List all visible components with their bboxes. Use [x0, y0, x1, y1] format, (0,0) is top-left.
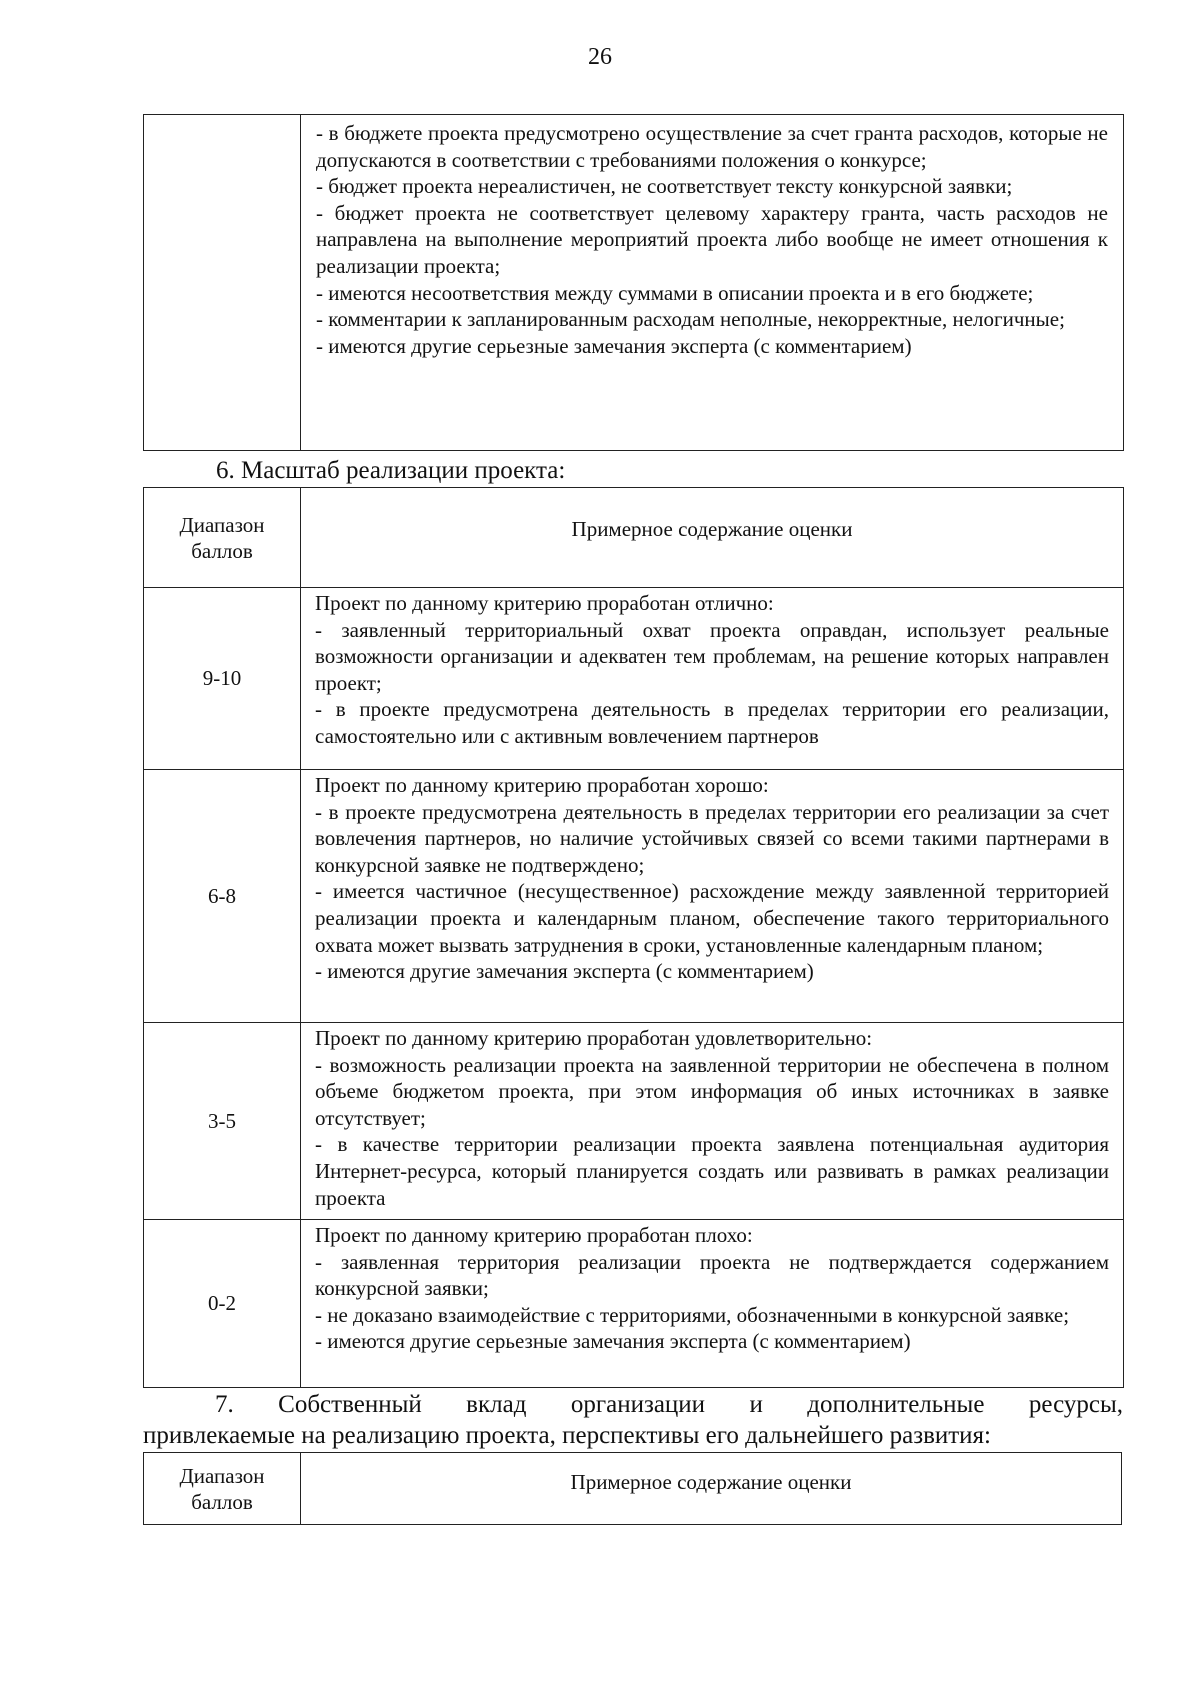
header-range: Диапазон баллов [144, 488, 301, 588]
list-item: Проект по данному критерию проработан хорошо: [315, 773, 769, 797]
list-item: Проект по данному критерию проработан плохо: [315, 1223, 753, 1247]
list-item: - имеется частичное (несущественное) расхождение между заявленной территорией реализации проекта и календарным планом, обеспечение такого территориального охвата может вызвать затруднения в сроки, установленные календарным планом; [315, 879, 1109, 957]
table-row [144, 588, 1124, 770]
list-item: - в проекте предусмотрена деятельность в пределах территории его реализации за счет вовлечения партнеров, но наличие устойчивых связей со всеми такими партнерами в конкурсной заявке не подтверждено; [315, 799, 1109, 877]
score-range: 6-8 [144, 770, 301, 1023]
description-cell [301, 1220, 1124, 1388]
description-text [315, 1222, 1109, 1355]
score-range: 0-2 [144, 1220, 301, 1388]
list-item: - имеются другие серьезные замечания эксперта (с комментарием) [315, 1329, 911, 1354]
list-item: - имеются несоответствия между суммами в описании проекта и в его бюджете; [316, 280, 1034, 305]
section-7-heading-line-1: 7. Собственный вклад организации и дополнительные ресурсы, [215, 1391, 1123, 1418]
table-header-row [144, 1453, 1122, 1525]
description-cell [301, 588, 1124, 770]
list-item: - комментарии к запланированным расходам неполные, некорректные, нелогичные; [316, 307, 1065, 332]
list-item: - бюджет проекта не соответствует целевому характеру гранта, часть расходов не направлена на выполнение мероприятий проекта либо вообще не имеет отношения к реализации проекта; [316, 200, 1108, 278]
list-item: - бюджет проекта нереалистичен, не соответствует тексту конкурсной заявки; [316, 174, 1013, 199]
table-section-6 [143, 487, 1124, 1388]
page-number: 26 [588, 44, 612, 70]
description-cell [301, 1023, 1124, 1220]
table-row [144, 770, 1124, 1023]
section-7-heading-line-2: привлекаемые на реализацию проекта, перспективы его дальнейшего развития: [143, 1422, 991, 1449]
section-7-heading [143, 1389, 1123, 1451]
header-content: Примерное содержание оценки [301, 488, 1124, 588]
list-item: - возможность реализации проекта на заявленной территории не обеспечена в полном объеме бюджетом проекта, при этом информация об иных источниках в заявке отсутствует; [315, 1052, 1109, 1130]
description-text [315, 1025, 1109, 1211]
header-content: Примерное содержание оценки [301, 1453, 1122, 1525]
list-item: Проект по данному критерию проработан отлично: [315, 591, 774, 615]
section-6-heading: 6. Масштаб реализации проекта: [216, 457, 566, 484]
list-item: - имеются другие замечания эксперта (с комментарием) [315, 959, 814, 984]
list-item: - заявленная территория реализации проекта не подтверждается содержанием конкурсной заявки; [315, 1249, 1109, 1301]
empty-range-cell [144, 115, 301, 451]
table-row [144, 1220, 1124, 1388]
table-section-7 [143, 1452, 1122, 1525]
header-range: Диапазон баллов [144, 1453, 301, 1525]
list-item: - заявленный территориальный охват проекта оправдан, использует реальные возможности организации и адекватен тем проблемам, на решение которых направлен проект; [315, 617, 1109, 695]
description-text [315, 590, 1109, 750]
table-header-row [144, 488, 1124, 588]
table-row [144, 115, 1124, 451]
list-item: - в качестве территории реализации проекта заявлена потенциальная аудитория Интернет-ресурса, который планируется создать или развивать в рамках реализации проекта [315, 1132, 1109, 1210]
list-item: - в бюджете проекта предусмотрено осуществление за счет гранта расходов, которые не допускаются в соответствии с требованиями положения о конкурсе; [316, 121, 1108, 172]
score-range: 3-5 [144, 1023, 301, 1220]
list-item: - в проекте предусмотрена деятельность в пределах территории его реализации, самостоятельно или с активным вовлечением партнеров [315, 697, 1109, 748]
list-item: - не доказано взаимодействие с территориями, обозначенными в конкурсной заявке; [315, 1302, 1070, 1327]
description-cell [301, 770, 1124, 1023]
table-row [144, 1023, 1124, 1220]
criteria-cell [301, 115, 1124, 451]
description-text [315, 772, 1109, 985]
list-item: Проект по данному критерию проработан удовлетворительно: [315, 1026, 873, 1050]
score-range: 9-10 [144, 588, 301, 770]
table-budget-continuation [143, 114, 1124, 451]
list-item: - имеются другие серьезные замечания эксперта (с комментарием) [316, 333, 912, 358]
criteria-text [316, 120, 1108, 359]
